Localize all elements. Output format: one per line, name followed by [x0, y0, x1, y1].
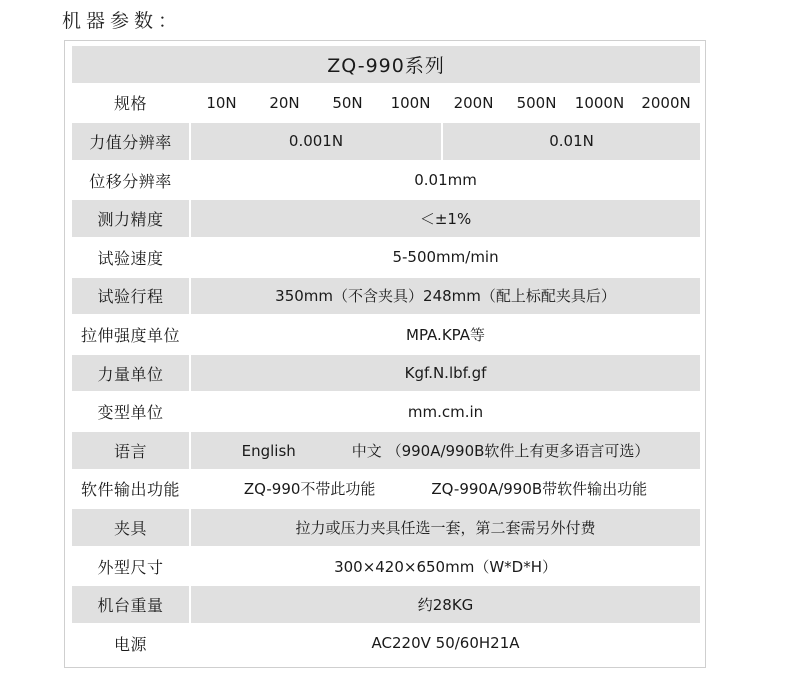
weight-label: 机台重量	[72, 586, 191, 625]
test-stroke-label: 试验行程	[72, 278, 191, 317]
fixture-value: 拉力或压力夹具任选一套，第二套需另外付费	[191, 509, 700, 548]
spec-value: 200N	[443, 85, 506, 124]
spec-row	[72, 85, 700, 124]
power-row	[72, 625, 700, 664]
displacement-resolution-row	[72, 162, 700, 201]
language-label: 语言	[72, 432, 191, 471]
software-output-label: 软件输出功能	[72, 471, 191, 510]
test-stroke-row	[72, 278, 700, 317]
displacement-resolution-value: 0.01mm	[191, 162, 700, 201]
dimensions-label: 外型尺寸	[72, 548, 191, 587]
deformation-unit-label: 变型单位	[72, 393, 191, 432]
language-value	[191, 432, 700, 471]
dimensions-row	[72, 548, 700, 587]
force-unit-row	[72, 355, 700, 394]
software-output-advanced: ZQ-990A/990B带软件输出功能	[431, 480, 648, 499]
force-resolution-right: 0.01N	[443, 123, 700, 162]
deformation-unit-value: mm.cm.in	[191, 393, 700, 432]
force-accuracy-row	[72, 200, 700, 239]
software-output-row	[72, 471, 700, 510]
power-label: 电源	[72, 625, 191, 664]
fixture-label: 夹具	[72, 509, 191, 548]
weight-value: 约28KG	[191, 586, 700, 625]
tensile-unit-row	[72, 316, 700, 355]
series-title: ZQ-990系列	[72, 46, 700, 85]
language-row	[72, 432, 700, 471]
force-unit-value: Kgf.N.lbf.gf	[191, 355, 700, 394]
force-unit-label: 力量单位	[72, 355, 191, 394]
test-speed-row	[72, 239, 700, 278]
spec-value: 100N	[380, 85, 443, 124]
spec-value: 10N	[191, 85, 254, 124]
spec-value: 1000N	[569, 85, 632, 124]
spec-label: 规格	[72, 85, 191, 124]
fixture-row	[72, 509, 700, 548]
test-speed-label: 试验速度	[72, 239, 191, 278]
force-resolution-left: 0.001N	[191, 123, 443, 162]
spec-table-frame	[64, 40, 706, 668]
spec-table	[72, 46, 700, 664]
test-speed-value: 5-500mm/min	[191, 239, 700, 278]
force-accuracy-label: 测力精度	[72, 200, 191, 239]
power-value: AC220V 50/60H21A	[191, 625, 700, 664]
spec-value: 2000N	[632, 85, 700, 124]
software-output-basic: ZQ-990不带此功能	[243, 480, 376, 499]
language-english: English	[241, 441, 296, 460]
section-heading: 机器参数：	[62, 10, 183, 32]
deformation-unit-row	[72, 393, 700, 432]
tensile-unit-value: MPA.KPA等	[191, 316, 700, 355]
force-resolution-label: 力值分辨率	[72, 123, 191, 162]
spec-value: 500N	[506, 85, 569, 124]
test-stroke-value: 350mm（不含夹具）248mm（配上标配夹具后）	[191, 278, 700, 317]
force-accuracy-value: ＜±1%	[191, 200, 700, 239]
spec-value: 20N	[254, 85, 317, 124]
displacement-resolution-label: 位移分辨率	[72, 162, 191, 201]
dimensions-value: 300×420×650mm（W*D*H）	[191, 548, 700, 587]
language-chinese: 中文 （990A/990B软件上有更多语言可选）	[351, 441, 650, 460]
force-resolution-row	[72, 123, 700, 162]
weight-row	[72, 586, 700, 625]
spec-value: 50N	[317, 85, 380, 124]
tensile-unit-label: 拉伸强度单位	[72, 316, 191, 355]
software-output-value	[191, 471, 700, 510]
title-row	[72, 46, 700, 85]
